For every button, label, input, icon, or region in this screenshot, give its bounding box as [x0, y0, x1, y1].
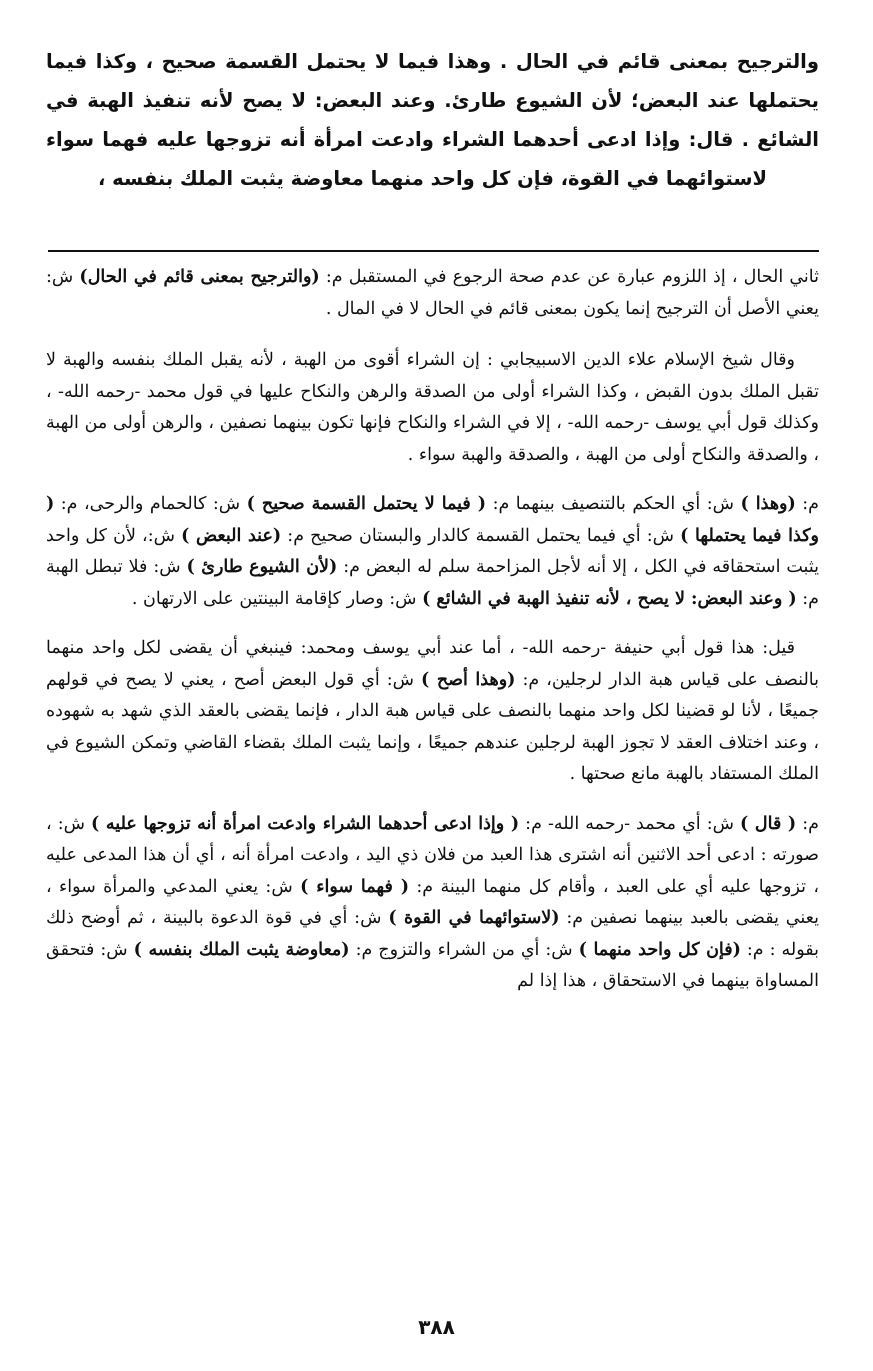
commentary-text: ش: أي قول البعض أصح ، يعني لا يصح في قولهم جميعًا ، لأنا لو قضينا لكل واحد منهما بالنصف على قياس هبة الدار ، فإنما يقضى بالعقد الذي شهد به شهوده ، وعند اختلاف العقد لا تجوز الهبة لرجلين عندهم جميعًا ، وإنما يثبت الملك بقضاء القاضي وتمكن الشيوع في الملك المستفاد بالهبة مانع صحتها . — [46, 669, 819, 784]
quoted-text: (لاستوائهما في القوة ) — [388, 908, 560, 928]
commentary-text: م: — [796, 813, 819, 834]
commentary-text: ش: أي فيما يحتمل القسمة كالدار والبستان صحيح م: — [281, 525, 681, 546]
commentary-text: ش: أي في قوة الدعوة بالبينة ، ثم أوضح ذلك بقوله : م: — [46, 908, 819, 960]
page-number: ٣٨٨ — [418, 1315, 455, 1339]
quoted-text: (وهذا أصح ) — [421, 669, 516, 690]
commentary-text: ش: أي من الشراء والتزوج م: — [349, 939, 579, 960]
quoted-text: ( وعند البعض: لا يصح ، لأنه تنفيذ الهبة في الشائع ) — [422, 588, 797, 609]
quoted-text: ( فهما سواء ) — [300, 876, 409, 897]
commentary — [46, 262, 819, 1016]
quoted-text: (والترجيح بمعنى قائم في الحال) — [79, 267, 320, 287]
quoted-text: ( قال ) — [740, 813, 797, 834]
commentary-text: ش:، لأن كل واحد يثبت استحقاقه في الكل ، إلا أنه لأجل المزاحمة سلم له البعض م: — [46, 525, 819, 577]
quoted-text: (فإن كل واحد منهما ) — [578, 939, 741, 960]
commentary-text: ش: أي الحكم بالتنصيف بينهما م: — [486, 494, 741, 514]
commentary-text: ش: أي محمد -رحمه الله- م: — [519, 813, 741, 834]
quoted-text: ( فيما لا يحتمل القسمة صحيح ) — [246, 494, 487, 514]
commentary-text: ش: يعني المدعي والمرأة سواء ، يعني يقضى بالعبد بينهما نصفين م: — [46, 876, 819, 928]
commentary-text: وقال شيخ الإسلام علاء الدين الاسبيجابي : إن الشراء أقوى من الهبة ، لأنه يقبل الملك بنفسه والهبة لا تقبل الملك بدون القبض ، وكذا الشراء أولى من الصدقة والرهن والنكاح عليها في قول محمد -رحمه الله- ، وكذلك قول أبي يوسف -رحمه الله- ، إلا في الشراء والنكاح فإنها تكون بينهما نصفين ، والرهن أولى من الهبة ، والصدقة والنكاح أولى من الهبة ، والصدقة والهبة سواء . — [46, 350, 819, 465]
quoted-text: (معاوضة يثبت الملك بنفسه ) — [133, 939, 350, 960]
commentary-text: ش: فلا تبطل الهبة م: — [46, 557, 819, 609]
commentary-text: ش: فتحقق المساواة بينهما في الاستحقاق ، هذا إذا لم — [46, 939, 819, 991]
commentary-paragraph-2 — [46, 345, 819, 471]
main-text: والترجيح بمعنى قائم في الحال . وهذا فيما لا يحتمل القسمة صحيح ، وكذا فيما يحتملها عند البعض؛ لأن الشيوع طارئ. وعند البعض: لا يصح لأنه تنفيذ الهبة في الشائع . قال: وإذا ادعى أحدهما الشراء وادعت امرأة أنه تزوجها عليه فهما سواء لاستوائهما في القوة، فإن كل واحد منهما معاوضة يثبت الملك بنفسه ، — [46, 50, 819, 190]
quoted-text: (وهذا ) — [740, 494, 796, 514]
commentary-text: م: — [795, 494, 819, 514]
quoted-text: ( وإذا ادعى أحدهما الشراء وادعت امرأة أنه تزوجها عليه ) — [91, 813, 520, 834]
commentary-text: ش: وصار كإقامة البينتين على الارتهان . — [131, 588, 423, 609]
commentary-text: ثاني الحال ، إذ اللزوم عبارة عن عدم صحة الرجوع في المستقبل م: — [319, 267, 819, 287]
quoted-text: (عند البعض ) — [181, 525, 282, 546]
commentary-text: ش: ، صورته : ادعى أحد الاثنين أنه اشترى هذا العبد من فلان ذي اليد ، وادعت امرأة أنه ، أي أن هذا المدعى عليه ، تزوجها عليه أي على العبد ، وأقام كل منهما البينة م: — [46, 813, 819, 897]
commentary-paragraph-4 — [46, 633, 819, 791]
commentary-paragraph-5 — [46, 809, 819, 998]
commentary-text: ش: يعني الأصل أن الترجيح إنما يكون بمعنى قائم في الحال لا في المال . — [46, 267, 819, 319]
separator-rule — [48, 250, 819, 252]
quoted-text: ( وكذا فيما يحتملها ) — [46, 494, 820, 546]
commentary-text: قيل: هذا قول أبي حنيفة -رحمه الله- ، أما عند أبي يوسف ومحمد: فينبغي أن يقضى لكل واحد منهما بالنصف على قياس هبة الدار لرجلين، م: — [46, 638, 819, 690]
commentary-paragraph-3 — [46, 489, 819, 615]
commentary-text: ش: كالحمام والرحى، م: — [54, 494, 247, 514]
quoted-text: (لأن الشيوع طارئ ) — [186, 557, 338, 577]
commentary-paragraph-1 — [46, 262, 819, 325]
